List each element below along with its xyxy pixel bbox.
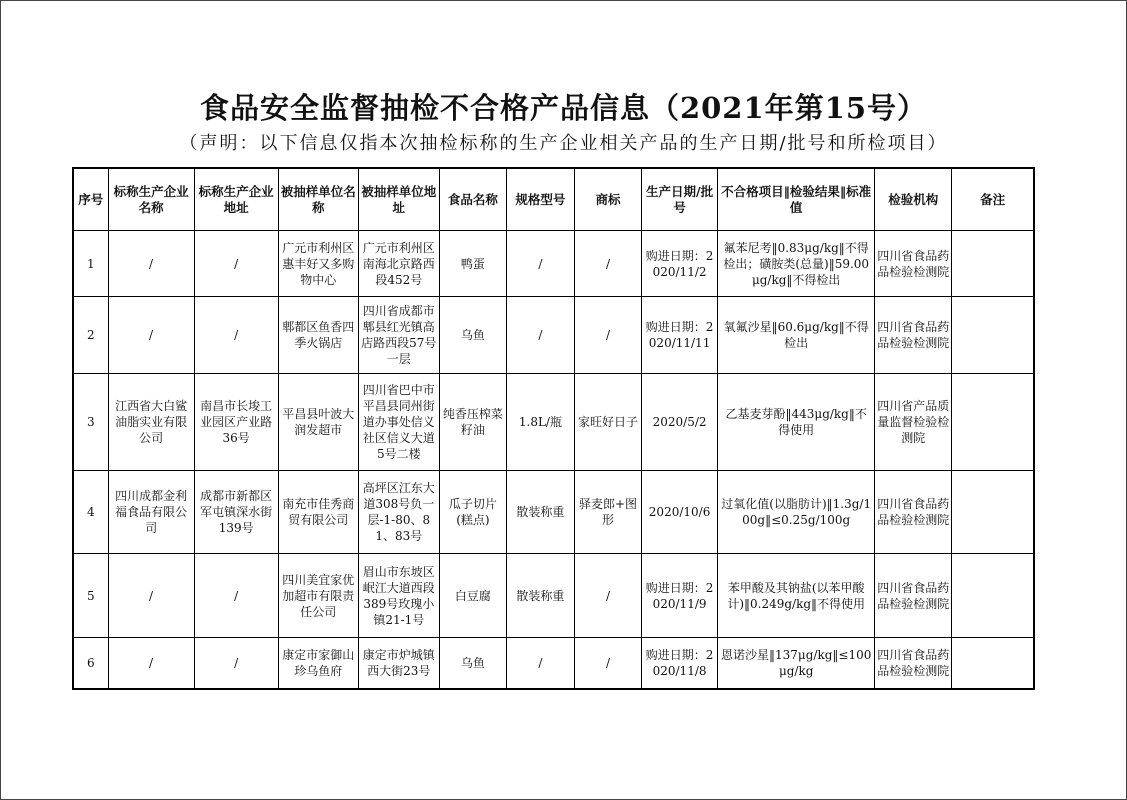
results-table <box>72 167 1035 690</box>
table-cell: / <box>108 297 194 374</box>
document-title: 食品安全监督抽检不合格产品信息（2021年第15号） <box>199 91 928 125</box>
table-row <box>73 297 1034 374</box>
table-cell <box>952 231 1034 297</box>
table-cell: 5 <box>73 554 108 638</box>
table-cell: 平昌县叶波大润发超市 <box>278 374 358 471</box>
table-cell: 2 <box>73 297 108 374</box>
table-cell: 鸭蛋 <box>439 231 506 297</box>
table-row <box>73 554 1034 638</box>
table-cell: 四川省产品质量监督检验检测院 <box>875 374 952 471</box>
table-cell: 眉山市东坡区岷江大道西段389号玫瑰小镇21-1号 <box>358 554 439 638</box>
table-cell: 氟苯尼考‖0.83μg/kg‖不得检出；磺胺类(总量)‖59.00μg/kg‖不得检出 <box>718 231 875 297</box>
table-cell: 苯甲酸及其钠盐(以苯甲酸计)‖0.249g/kg‖不得使用 <box>718 554 875 638</box>
table-cell: 南昌市长埈工业园区产业路36号 <box>194 374 278 471</box>
table-cell: 江西省大白鲨油脂实业有限公司 <box>108 374 194 471</box>
table-cell: 四川省食品药品检验检测院 <box>875 554 952 638</box>
table-cell: 散装称重 <box>506 471 574 554</box>
table-cell: / <box>506 638 574 689</box>
table-cell: / <box>574 554 641 638</box>
table-cell: 购进日期：2020/11/11 <box>642 297 718 374</box>
table-cell: 驿麦郎+图形 <box>574 471 641 554</box>
header-cell: 备注 <box>952 168 1034 231</box>
header-cell: 不合格项目‖检验结果‖标准值 <box>718 168 875 231</box>
table-cell: 四川省巴中市平昌县同州街道办事处信义社区信义大道5号二楼 <box>358 374 439 471</box>
table-cell: 郫都区鱼香四季火锅店 <box>278 297 358 374</box>
table-cell: 恩诺沙星‖137μg/kg‖≤100μg/kg <box>718 638 875 689</box>
table-cell: 乌鱼 <box>439 297 506 374</box>
table-cell: 广元市利州区惠丰好又多购物中心 <box>278 231 358 297</box>
table-cell: 2020/10/6 <box>642 471 718 554</box>
table-cell: 2020/5/2 <box>642 374 718 471</box>
table-cell: 4 <box>73 471 108 554</box>
table-cell: 康定市家御山珍乌鱼府 <box>278 638 358 689</box>
table-cell: 纯香压榨菜籽油 <box>439 374 506 471</box>
table-cell: 成都市新都区军屯镇深水街139号 <box>194 471 278 554</box>
table-cell: 瓜子切片(糕点) <box>439 471 506 554</box>
table-cell: 四川省食品药品检验检测院 <box>875 297 952 374</box>
header-cell: 标称生产企业地址 <box>194 168 278 231</box>
table-cell: 家旺好日子 <box>574 374 641 471</box>
table-row <box>73 471 1034 554</box>
table-cell <box>952 471 1034 554</box>
table-cell: 四川成都金利福食品有限公司 <box>108 471 194 554</box>
table-cell: 四川省成都市郫县红光镇高店路西段57号一层 <box>358 297 439 374</box>
table-cell: 散装称重 <box>506 554 574 638</box>
table-cell <box>952 374 1034 471</box>
table-cell: 3 <box>73 374 108 471</box>
table-cell: / <box>194 554 278 638</box>
table-cell: / <box>108 554 194 638</box>
table-cell: 购进日期：2020/11/9 <box>642 554 718 638</box>
header-cell: 被抽样单位地址 <box>358 168 439 231</box>
table-cell: 广元市利州区南海北京路西段452号 <box>358 231 439 297</box>
table-row <box>73 231 1034 297</box>
table-cell: 康定市炉城镇西大街23号 <box>358 638 439 689</box>
table-cell: 四川省食品药品检验检测院 <box>875 638 952 689</box>
table-cell: / <box>506 231 574 297</box>
table-cell: 乌鱼 <box>439 638 506 689</box>
table-cell: / <box>108 638 194 689</box>
table-cell: 过氧化值(以脂肪计)‖1.3g/100g‖≤0.25g/100g <box>718 471 875 554</box>
header-cell: 被抽样单位名称 <box>278 168 358 231</box>
table-cell: 四川省食品药品检验检测院 <box>875 231 952 297</box>
table-cell: 四川美宜家优加超市有限责任公司 <box>278 554 358 638</box>
table-cell: / <box>194 297 278 374</box>
table-cell: 氧氟沙星‖60.6μg/kg‖不得检出 <box>718 297 875 374</box>
table-cell: / <box>194 638 278 689</box>
table-cell: 南充市佳秀商贸有限公司 <box>278 471 358 554</box>
header-cell: 商标 <box>574 168 641 231</box>
table-cell: 6 <box>73 638 108 689</box>
table-cell <box>952 554 1034 638</box>
table-cell: 白豆腐 <box>439 554 506 638</box>
table-cell: 1.8L/瓶 <box>506 374 574 471</box>
header-cell: 序号 <box>73 168 108 231</box>
header-cell: 生产日期/批号 <box>642 168 718 231</box>
header-cell: 规格型号 <box>506 168 574 231</box>
table-cell: / <box>574 297 641 374</box>
table-cell: / <box>108 231 194 297</box>
table-cell: 高坪区江东大道308号负一层-1-80、81、83号 <box>358 471 439 554</box>
table-cell: 购进日期：2020/11/2 <box>642 231 718 297</box>
header-cell: 食品名称 <box>439 168 506 231</box>
header-cell: 标称生产企业名称 <box>108 168 194 231</box>
table-cell: / <box>506 297 574 374</box>
table-cell: / <box>574 638 641 689</box>
header-cell: 检验机构 <box>875 168 952 231</box>
table-cell: 四川省食品药品检验检测院 <box>875 471 952 554</box>
table-row <box>73 374 1034 471</box>
document-subtitle: （声明：以下信息仅指本次抽检标称的生产企业相关产品的生产日期/批号和所检项目） <box>179 133 948 154</box>
table-cell: / <box>194 231 278 297</box>
header-row <box>73 168 1034 231</box>
table-cell <box>952 297 1034 374</box>
table-row <box>73 638 1034 689</box>
table-cell: 乙基麦芽酚‖443μg/kg‖不得使用 <box>718 374 875 471</box>
table-cell: 1 <box>73 231 108 297</box>
table-cell: / <box>574 231 641 297</box>
table-cell: 购进日期：2020/11/8 <box>642 638 718 689</box>
table-cell <box>952 638 1034 689</box>
